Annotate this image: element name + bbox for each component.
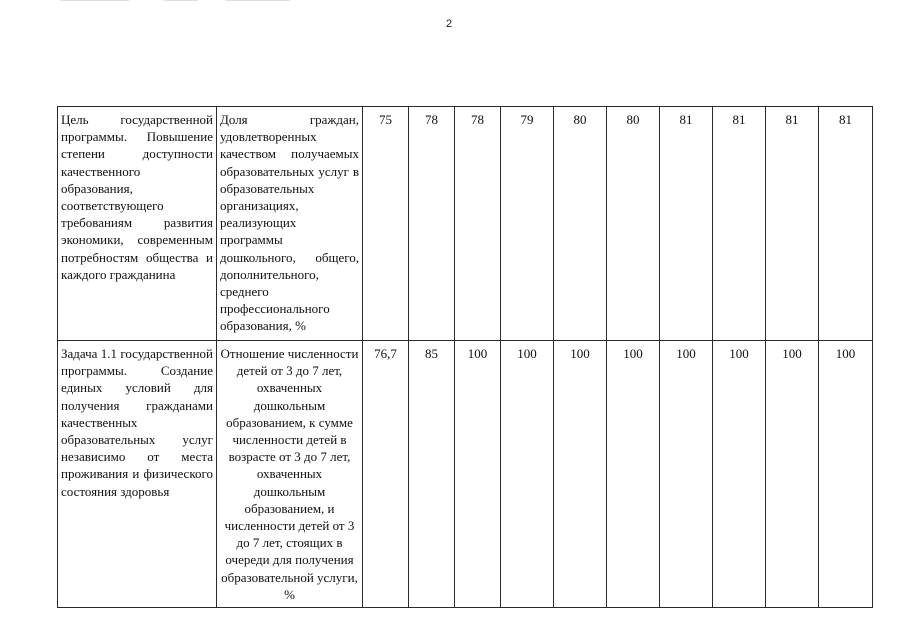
value-cell: 81 xyxy=(766,107,819,341)
value-cell: 78 xyxy=(409,107,455,341)
value-cell: 100 xyxy=(819,341,873,608)
value-cell: 80 xyxy=(554,107,607,341)
value-cell: 100 xyxy=(607,341,660,608)
goal-cell: Задача 1.1 государственной программы. Создание единых условий для получения гражданами качественных образовательных услуг независимо от места проживания и физического состояния здоровья xyxy=(58,341,217,608)
indicator-cell: Отношение численности детей от 3 до 7 лет, охваченных дошкольным образованием, к сумме численности детей в возрасте от 3 до 7 лет, охваченных дошкольным образованием, и численности детей от 3 до 7 лет, стоящих в очереди для получения образовательной услуги, % xyxy=(217,341,363,608)
value-cell: 78 xyxy=(455,107,501,341)
value-cell: 81 xyxy=(713,107,766,341)
scan-artifact-line xyxy=(60,0,290,1)
value-cell: 81 xyxy=(660,107,713,341)
value-cell: 76,7 xyxy=(363,341,409,608)
value-cell: 100 xyxy=(660,341,713,608)
goal-cell: Цель государственной программы. Повышение степени доступности качественного образования, соответствующего требованиям развития экономики, современным потребностям общества и каждого гражданина xyxy=(58,107,217,341)
value-cell: 85 xyxy=(409,341,455,608)
value-cell: 80 xyxy=(607,107,660,341)
value-cell: 81 xyxy=(819,107,873,341)
value-cell: 100 xyxy=(713,341,766,608)
value-cell: 100 xyxy=(554,341,607,608)
indicators-table xyxy=(57,106,873,608)
table-row xyxy=(58,341,873,608)
value-cell: 100 xyxy=(766,341,819,608)
value-cell: 100 xyxy=(501,341,554,608)
value-cell: 100 xyxy=(455,341,501,608)
indicator-cell: Доля граждан, удовлетворенных качеством получаемых образовательных услуг в образовательных организациях, реализующих программы дошкольного, общего, дополнительного, среднего профессионального образования, % xyxy=(217,107,363,341)
value-cell: 75 xyxy=(363,107,409,341)
value-cell: 79 xyxy=(501,107,554,341)
page-number: 2 xyxy=(446,18,453,30)
table-row xyxy=(58,107,873,341)
